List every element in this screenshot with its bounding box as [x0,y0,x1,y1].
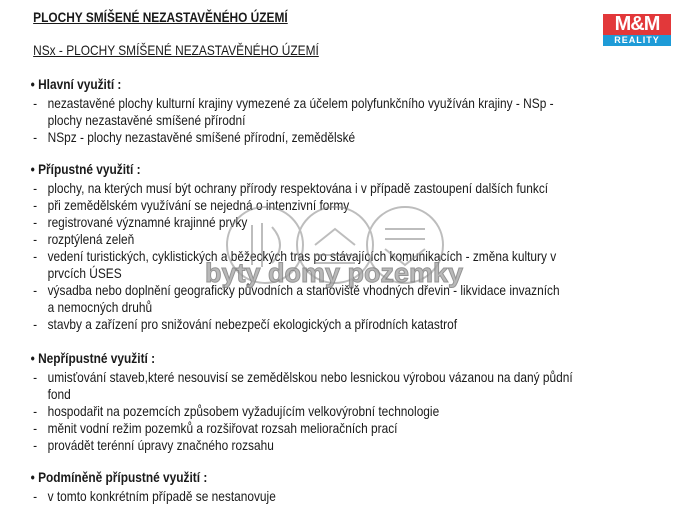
list-dash: - [33,420,38,436]
list-item: v tomto konkrétním případě se nestanovuje [47,488,276,504]
list-item: umisťování staveb,které nesouvisí se zemědělskou nebo lesnickou výrobou vázanou na daný půdní [47,369,573,385]
list-item: NSpz - plochy nezastavěné smíšené přírodní, zemědělské [47,129,356,145]
list-item: při zemědělském využívání se nejedná o intenzivní formy [47,197,350,213]
logo-bottom: REALITY [603,35,671,46]
list-dash: - [33,369,38,385]
list-dash: - [33,488,38,504]
list-item: hospodařit na pozemcích způsobem vyžadujícím velkovýrobní technologie [47,403,440,419]
list-dash: - [33,248,38,264]
section-heading: • Přípustné využití : [30,161,141,177]
list-dash: - [33,197,38,213]
section-heading: • Nepřípustné využití : [30,350,156,366]
list-item: rozptýlená zeleň [47,231,135,247]
list-item: vedení turistických, cyklistických a běžeckých tras po stávajících komunikacích - změna kultury v [47,248,557,264]
list-item: měnit vodní režim pozemků a rozšiřovat rozsah melioračních prací [47,420,398,436]
logo-top: M&M [603,14,671,35]
list-item: plochy, na kterých musí být ochrany přírody respektována i v případě zastoupení dalších funkcí [47,180,549,196]
list-dash: - [33,282,38,298]
list-dash: - [33,180,38,196]
list-dash: - [33,214,38,230]
watermark-text: byty domy pozemky [205,258,464,288]
list-item: registrované významné krajinné prvky [47,214,248,230]
list-dash: - [33,403,38,419]
list-item: prvcích ÚSES [47,265,122,281]
list-dash: - [33,129,38,145]
section-heading: • Hlavní využití : [30,76,122,92]
list-dash: - [33,231,38,247]
list-item: a nemocných druhů [47,299,153,315]
list-item: stavby a zařízení pro snižování nebezpečí ekologických a přírodních katastrof [47,316,458,332]
mm-reality-logo [603,14,671,46]
section-heading: • Podmíněně přípustné využití : [30,469,208,485]
list-dash: - [33,437,38,453]
document-subtitle: NSx - PLOCHY SMÍŠENÉ NEZASTAVĚNÉHO ÚZEMÍ [33,42,319,58]
list-dash: - [33,95,38,111]
list-item: výsadba nebo doplnění geograficky původních a stanoviště vhodných dřevin - likvidace invazních [47,282,560,298]
list-item: plochy nezastavěné smíšené přírodní [47,112,246,128]
document-title: PLOCHY SMÍŠENÉ NEZASTAVĚNÉHO ÚZEMÍ [33,9,288,25]
list-item: provádět terénní úpravy značného rozsahu [47,437,274,453]
list-item: fond [47,386,71,402]
list-item: nezastavěné plochy kulturní krajiny vymezené za účelem polyfunkčního využíván krajiny - NSp - [47,95,554,111]
list-dash: - [33,316,38,332]
